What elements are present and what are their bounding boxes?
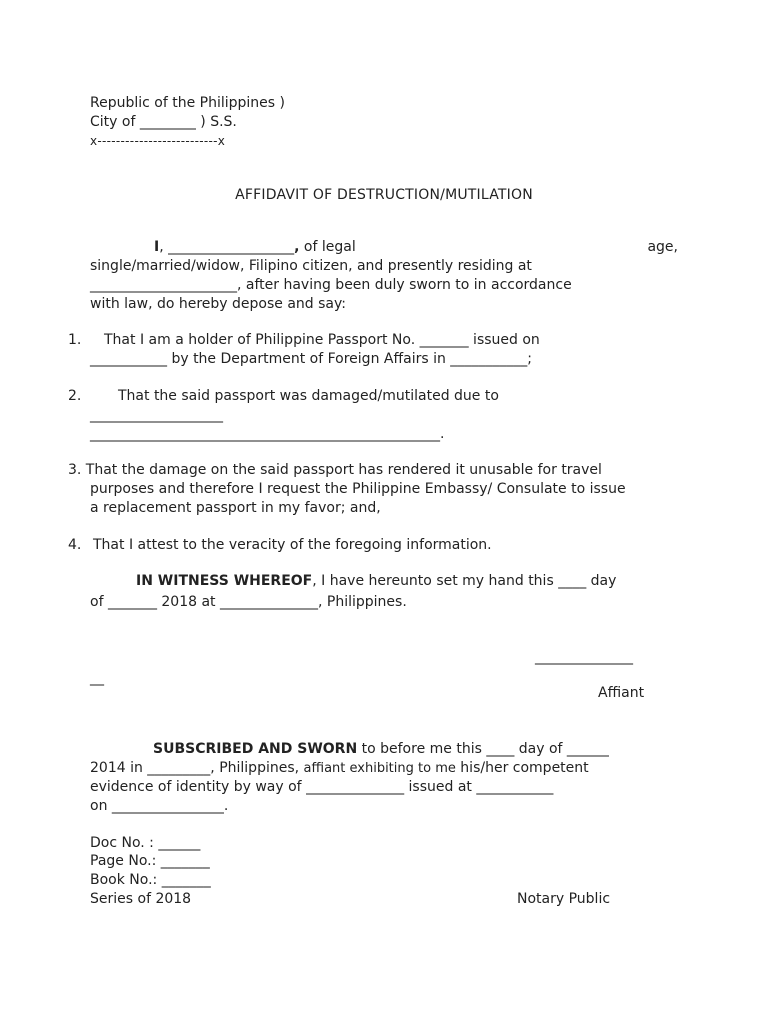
intro-pronoun: I: [154, 239, 160, 255]
sworn-line-1: SUBSCRIBED AND SWORN to before me this ____ day of ______: [153, 741, 609, 757]
header-divider: x--------------------------x: [90, 134, 226, 148]
intro-legal: of legal: [299, 239, 356, 255]
series-year: Series of 2018: [90, 891, 192, 907]
item-3-line-3: a replacement passport in my favor; and,: [90, 500, 381, 516]
witness-line-1: IN WITNESS WHEREOF, I have hereunto set my hand this ____ day: [136, 573, 617, 589]
witness-line-2: of _______ 2018 at ______________, Philippines.: [90, 594, 407, 610]
sworn-line-4: on ________________.: [90, 798, 229, 814]
page-number: Page No.: _______: [90, 853, 210, 869]
sworn-line-2: 2014 in _________, Philippines, affiant exhibiting to me his/her competent: [90, 760, 589, 776]
item-3-line-2: purposes and therefore I request the Philippine Embassy/ Consulate to issue: [90, 481, 626, 497]
sworn-heading: SUBSCRIBED AND SWORN: [153, 741, 358, 757]
intro-name-blank: , __________________: [159, 239, 295, 255]
item-3-line-1: 3. That the damage on the said passport has rendered it unusable for travel: [68, 462, 602, 478]
item-1-line-2: ___________ by the Department of Foreign Affairs in ___________;: [90, 351, 533, 367]
intro-age: age,: [647, 239, 678, 255]
document-title: AFFIDAVIT OF DESTRUCTION/MUTILATION: [235, 187, 533, 203]
item-2-line-2: ___________________: [90, 407, 223, 423]
doc-number: Doc No. : ______: [90, 835, 201, 851]
item-2-line-1: That the said passport was damaged/mutilated due to: [118, 388, 499, 404]
header-republic: Republic of the Philippines ): [90, 95, 285, 111]
intro-line-3: _____________________, after having been duly sworn to in accordance: [90, 277, 572, 293]
item-4-text: That I attest to the veracity of the foregoing information.: [93, 537, 492, 553]
intro-line-2: single/married/widow, Filipino citizen, and presently residing at: [90, 258, 532, 274]
affiant-label: Affiant: [598, 685, 645, 701]
item-2-number: 2.: [68, 388, 82, 404]
intro-line-4: with law, do hereby depose and say:: [90, 296, 346, 312]
item-4-number: 4.: [68, 537, 82, 553]
book-number: Book No.: _______: [90, 872, 211, 888]
signature-stub: __: [90, 670, 104, 686]
item-2-line-3: __________________________________________________.: [90, 426, 445, 442]
witness-heading: IN WITNESS WHEREOF: [136, 573, 313, 589]
item-1-number: 1.: [68, 332, 82, 348]
header-city: City of ________ ) S.S.: [90, 114, 237, 130]
notary-public-label: Notary Public: [517, 891, 611, 907]
affiant-signature-line: ______________: [535, 649, 633, 665]
item-1-text: That I am a holder of Philippine Passport No. _______ issued on: [104, 332, 540, 348]
sworn-line-3: evidence of identity by way of ______________ issued at ___________: [90, 779, 554, 795]
intro-paragraph: I, __________________, of legal age, single/married/widow, Filipino citizen, and presently residing at _____________________, after having been duly sworn to in accordance with law, do hereby depose and say:: [90, 239, 678, 312]
